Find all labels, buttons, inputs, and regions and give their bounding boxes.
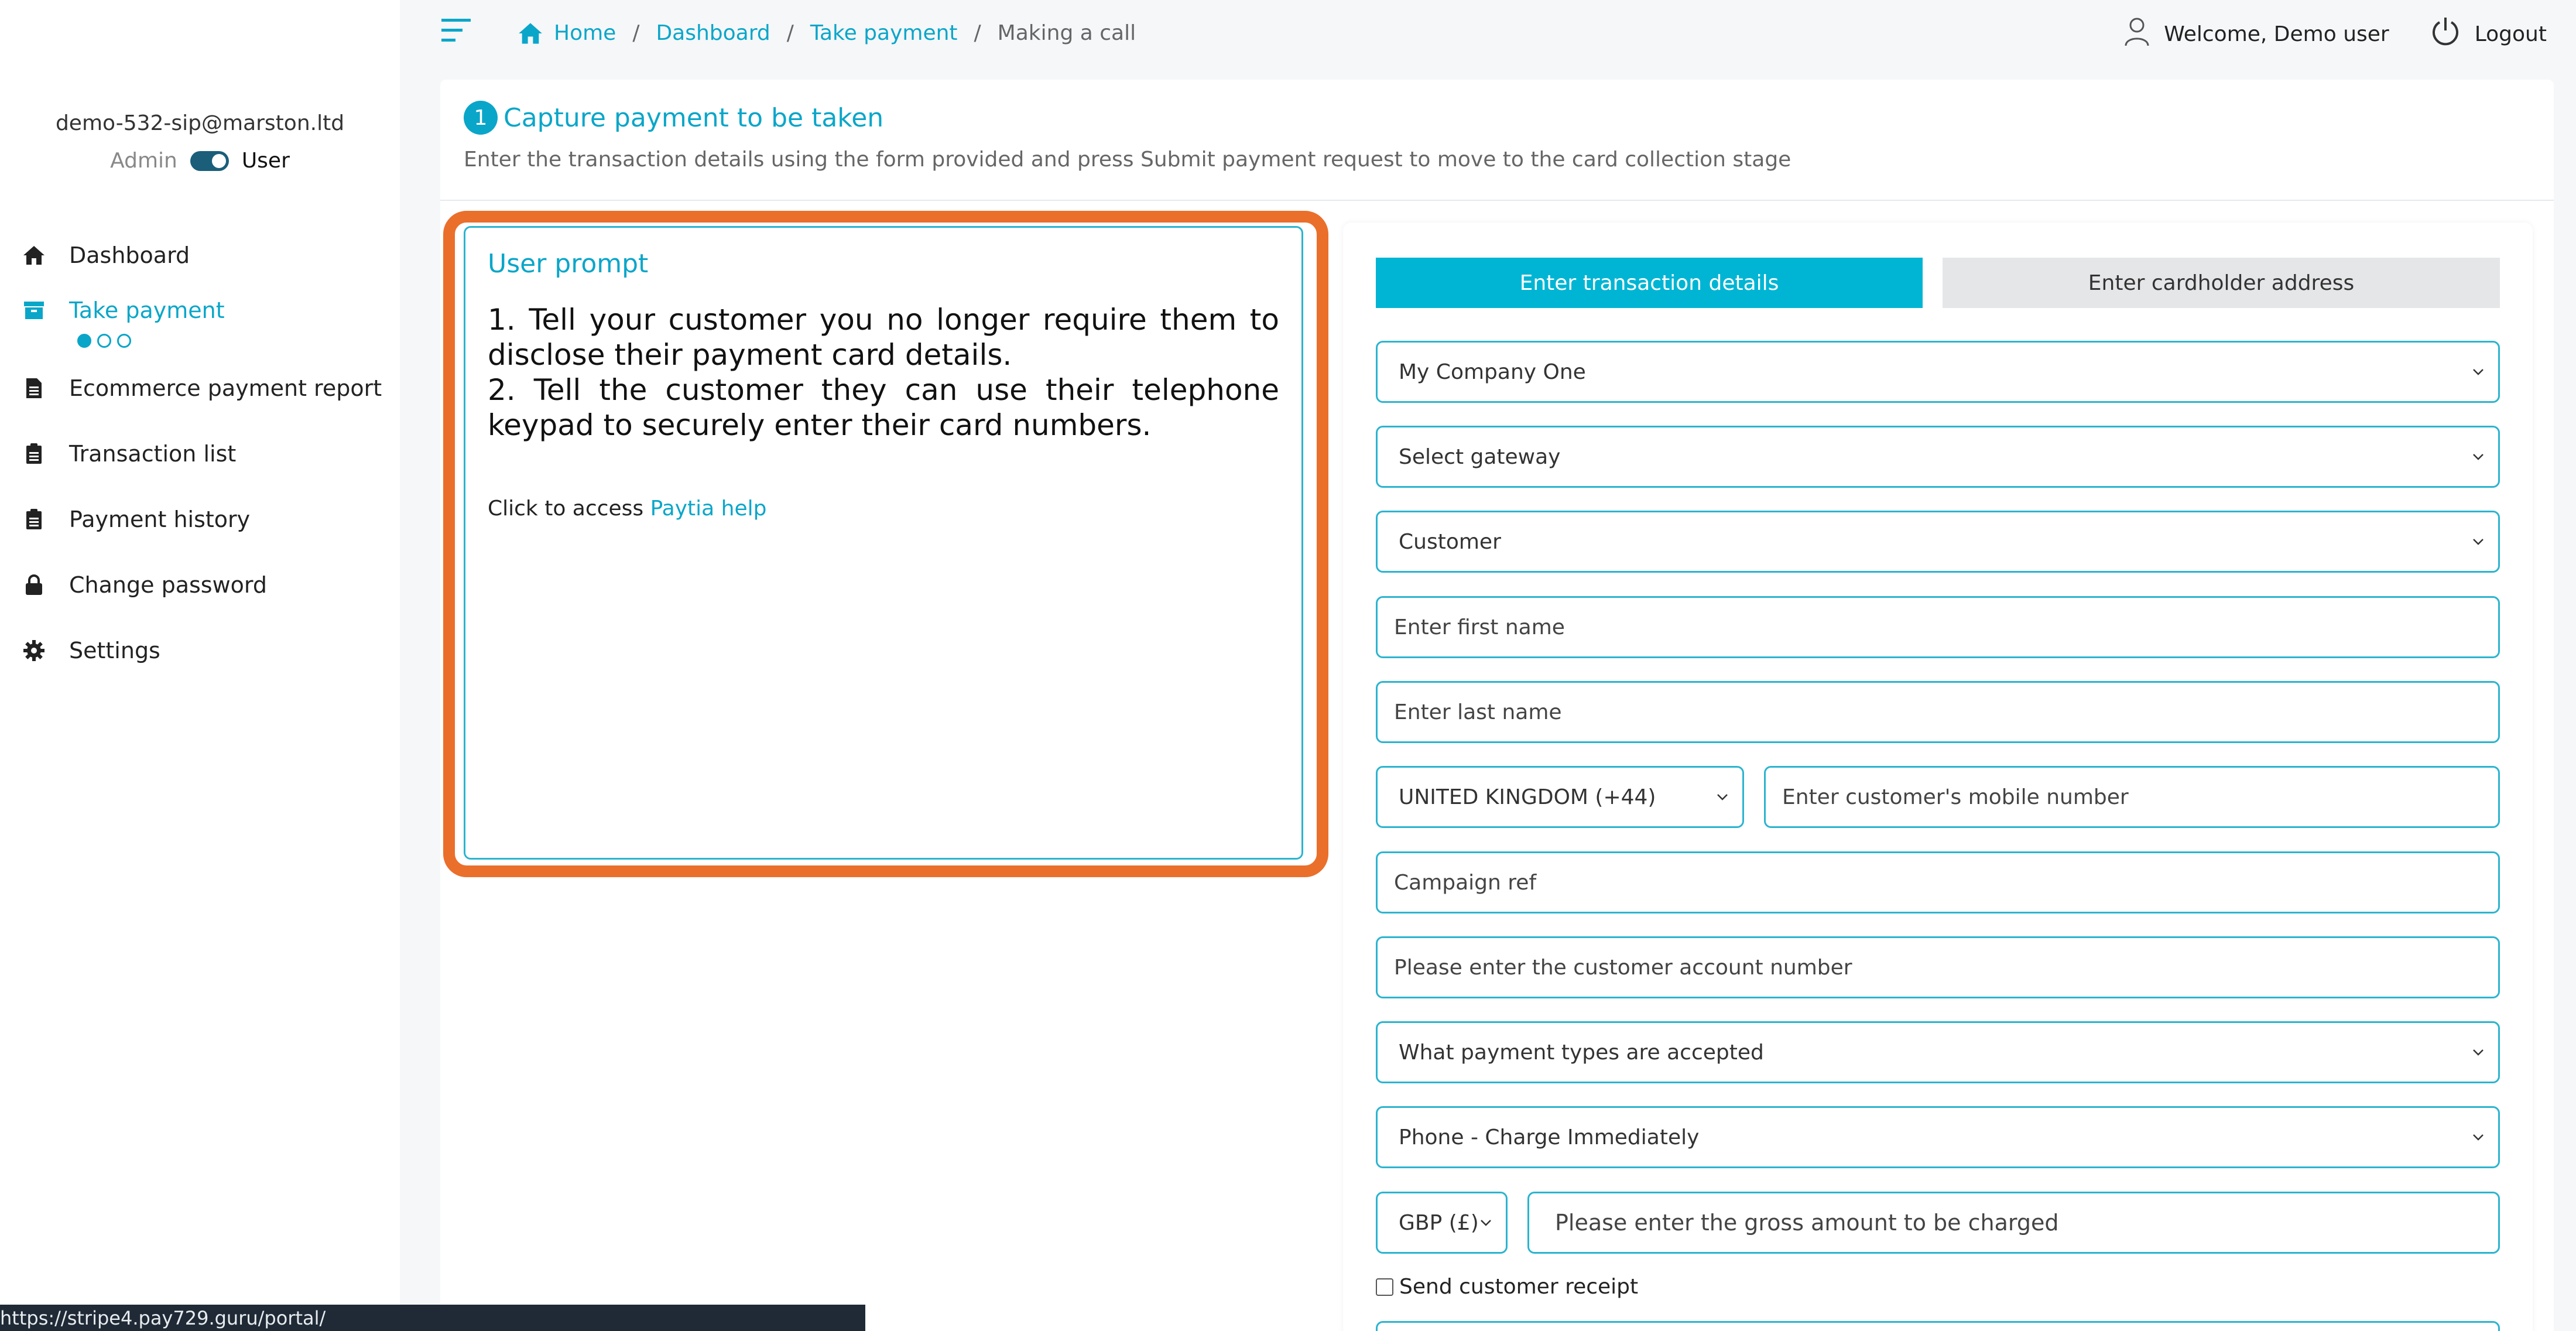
- card-subtitle: Enter the transaction details using the form provided and press Submit payment request to move to the card collection stage: [464, 148, 1791, 172]
- breadcrumb: [518, 21, 1136, 45]
- document-icon: [21, 375, 47, 401]
- payment-types-value: What payment types are accepted: [1399, 1040, 1764, 1065]
- sidebar-item-ecommerce-report[interactable]: [21, 375, 382, 401]
- chevron-down-icon: [1715, 790, 1729, 804]
- step-dot: [117, 334, 131, 348]
- sidebar: [0, 0, 400, 1331]
- role-admin-label: Admin: [110, 149, 177, 173]
- send-receipt-checkbox[interactable]: [1376, 1278, 1393, 1296]
- gear-icon: [21, 638, 47, 663]
- sidebar-item-label: Transaction list: [69, 441, 237, 467]
- card-title: [464, 101, 2530, 135]
- mobile-number-placeholder: Enter customer's mobile number: [1782, 785, 2129, 809]
- step-dot: [77, 334, 91, 348]
- home-icon: [21, 242, 47, 268]
- chevron-down-icon: [2471, 365, 2485, 379]
- sidebar-item-payment-history[interactable]: [21, 507, 250, 532]
- last-name-input[interactable]: [1376, 681, 2500, 743]
- user-email: demo-532-sip@marston.ltd: [55, 111, 345, 135]
- chevron-down-icon: [2471, 1045, 2485, 1059]
- breadcrumb-separator: /: [632, 21, 640, 45]
- charge-mode-value: Phone - Charge Immediately: [1399, 1125, 1700, 1149]
- prompt-line-2: 2. Tell the customer they can use their telephone keypad to securely enter their card numbers.: [488, 373, 1279, 442]
- breadcrumb-separator: /: [786, 21, 794, 45]
- sidebar-item-take-payment[interactable]: [21, 297, 225, 323]
- account-number-placeholder: Please enter the customer account number: [1394, 955, 1852, 980]
- sidebar-item-change-password[interactable]: [21, 572, 267, 598]
- step-progress: [77, 334, 131, 348]
- country-code-value: UNITED KINGDOM (+44): [1399, 785, 1656, 809]
- paytia-help-link[interactable]: Paytia help: [650, 497, 767, 521]
- sidebar-item-settings[interactable]: [21, 638, 160, 663]
- payment-types-select[interactable]: [1376, 1021, 2500, 1083]
- first-name-placeholder: Enter first name: [1394, 615, 1565, 639]
- step-dot: [97, 334, 111, 348]
- role-toggle[interactable]: [190, 151, 229, 171]
- send-receipt-label: Send customer receipt: [1399, 1275, 1639, 1299]
- send-receipt-option[interactable]: [1376, 1275, 1638, 1299]
- currency-value: GBP (£): [1399, 1210, 1479, 1235]
- card-header: [440, 80, 2554, 201]
- customer-select[interactable]: [1376, 511, 2500, 573]
- campaign-ref-input[interactable]: [1376, 851, 2500, 913]
- clipboard-icon: [21, 441, 47, 467]
- header-user-area: [2124, 16, 2547, 52]
- gateway-select[interactable]: [1376, 426, 2500, 488]
- chevron-down-icon: [2471, 535, 2485, 549]
- sidebar-item-label: Ecommerce payment report: [69, 375, 382, 401]
- company-select-value: My Company One: [1399, 360, 1586, 384]
- prompt-line-1: 1. Tell your customer you no longer require them to disclose their payment card details.: [488, 303, 1279, 372]
- breadcrumb-dashboard[interactable]: Dashboard: [656, 21, 770, 45]
- country-code-select[interactable]: [1376, 766, 1744, 828]
- company-select[interactable]: [1376, 341, 2500, 403]
- step-badge: 1: [464, 101, 498, 135]
- prompt-help: [488, 497, 1279, 521]
- last-name-placeholder: Enter last name: [1394, 700, 1562, 724]
- user-prompt-box: [464, 226, 1303, 860]
- power-icon[interactable]: [2430, 16, 2461, 52]
- currency-select[interactable]: [1376, 1192, 1508, 1254]
- lock-icon: [21, 572, 47, 598]
- sidebar-item-label: Change password: [69, 572, 267, 598]
- account-number-input[interactable]: [1376, 936, 2500, 998]
- sidebar-item-dashboard[interactable]: [21, 242, 190, 268]
- link-preview-status-bar: https://stripe4.pay729.guru/portal/: [0, 1305, 865, 1331]
- sidebar-item-transaction-list[interactable]: [21, 441, 236, 467]
- charge-mode-select[interactable]: [1376, 1106, 2500, 1168]
- logout-link[interactable]: Logout: [2474, 22, 2547, 46]
- sidebar-item-label: Settings: [69, 638, 160, 663]
- user-icon: [2124, 16, 2150, 52]
- sidebar-item-label: Payment history: [69, 507, 251, 532]
- breadcrumb-home[interactable]: Home: [554, 21, 616, 45]
- customer-select-value: Customer: [1399, 529, 1501, 554]
- next-field-partial[interactable]: [1376, 1321, 2500, 1331]
- chevron-down-icon: [1479, 1216, 1493, 1230]
- mobile-number-input[interactable]: [1764, 766, 2500, 828]
- breadcrumb-separator: /: [974, 21, 981, 45]
- chevron-down-icon: [2471, 450, 2485, 464]
- breadcrumb-take-payment[interactable]: Take payment: [810, 21, 958, 45]
- tab-cardholder-address[interactable]: Enter cardholder address: [1943, 258, 2500, 308]
- home-icon[interactable]: [518, 22, 543, 45]
- first-name-input[interactable]: [1376, 596, 2500, 658]
- sidebar-item-label: Take payment: [69, 297, 225, 323]
- tab-transaction-details[interactable]: Enter transaction details: [1376, 258, 1923, 308]
- prompt-heading: User prompt: [488, 249, 649, 279]
- card-title-text: Capture payment to be taken: [503, 102, 884, 133]
- role-user-label: User: [241, 149, 290, 173]
- chevron-down-icon: [2471, 1130, 2485, 1144]
- archive-icon: [21, 297, 47, 323]
- gateway-select-value: Select gateway: [1399, 444, 1561, 469]
- sidebar-item-label: Dashboard: [69, 242, 190, 268]
- prompt-help-prefix: Click to access: [488, 497, 644, 521]
- welcome-text: Welcome, Demo user: [2164, 22, 2389, 46]
- campaign-ref-placeholder: Campaign ref: [1394, 870, 1537, 895]
- breadcrumb-current: Making a call: [997, 21, 1136, 45]
- menu-toggle-icon[interactable]: [441, 18, 472, 43]
- amount-input[interactable]: [1527, 1192, 2500, 1254]
- amount-placeholder: Please enter the gross amount to be charged: [1555, 1210, 2059, 1236]
- clipboard-icon: [21, 507, 47, 532]
- role-switch: [0, 149, 400, 173]
